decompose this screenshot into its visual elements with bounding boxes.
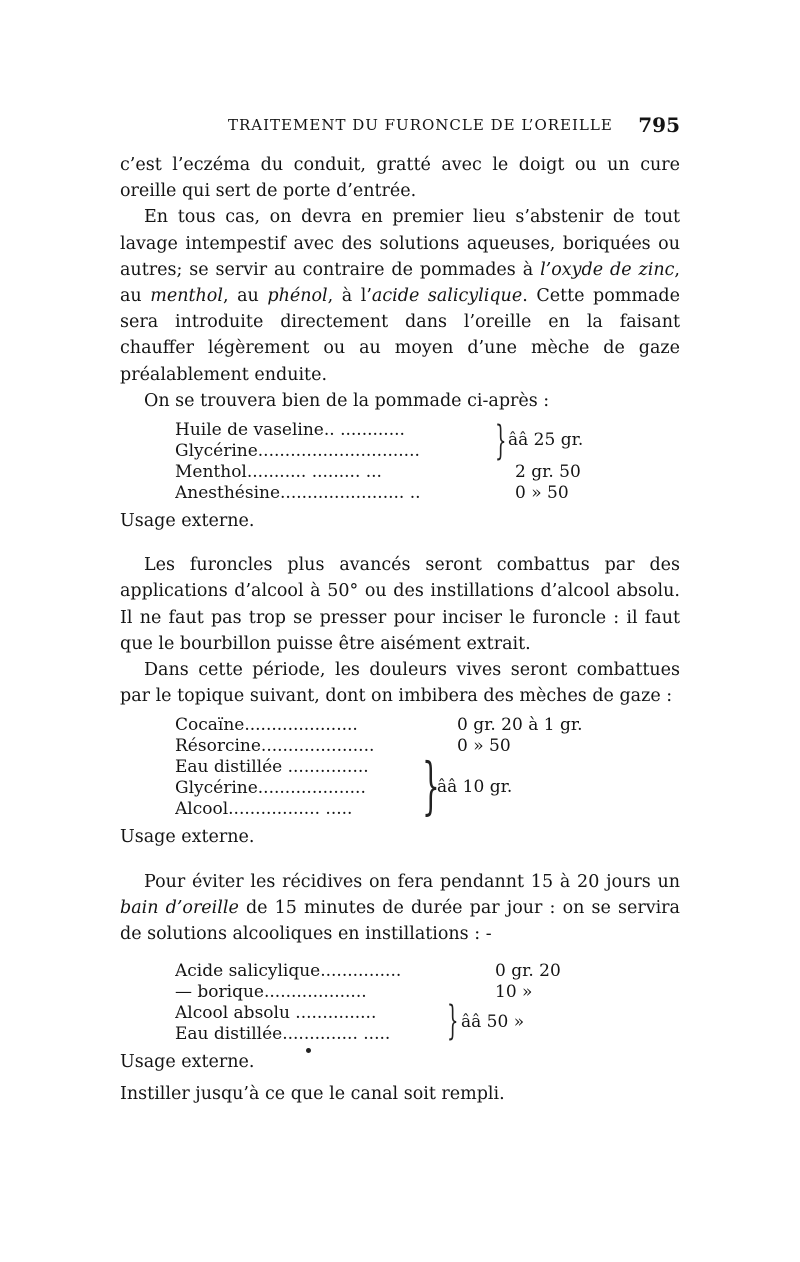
ingredient-dose: 0 gr. 20 <box>495 961 561 982</box>
group-dose: ââ 50 » <box>461 1012 525 1033</box>
text: , au <box>120 259 680 307</box>
recipe-item <box>175 982 680 1003</box>
usage-note: Usage externe. <box>120 511 255 532</box>
italic-term: phénol <box>267 286 328 307</box>
ingredient-dose: 10 » <box>495 982 533 1003</box>
text: En tous cas, on devra en premier lieu s’abstenir de tout lavage intempestif avec des solutions aqueuses, boriquées ou autres; se servir au contraire de pommades à <box>120 207 680 280</box>
recipe-1 <box>175 420 680 504</box>
paragraph-2 <box>120 204 680 387</box>
ingredient-dose: 0 » 50 <box>515 483 569 504</box>
printed-dot <box>306 1048 311 1053</box>
italic-term: acide salicylique <box>371 286 523 307</box>
running-header <box>120 113 680 140</box>
recipe-2 <box>175 715 680 823</box>
paragraph-4: Les furoncles plus avancés seront combattus par des applications d’alcool à 50° ou des instillations d’alcool absolu. Il ne faut pas trop se presser pour inciser le furoncle : il faut que le bourbillon puisse être aisément extrait. <box>120 555 680 654</box>
paragraph-1: c’est l’eczéma du conduit, gratté avec le doigt ou un cure oreille qui sert de porte d’entrée. <box>120 155 680 202</box>
italic-term: menthol <box>150 286 223 307</box>
recipe-item <box>175 961 680 982</box>
group-dose: ââ 10 gr. <box>437 777 513 798</box>
running-title: TRAITEMENT DU FURONCLE DE L’OREILLE <box>228 116 613 134</box>
ingredient-name: Menthol........... ......... ... <box>175 462 382 483</box>
italic-term: bain d’oreille <box>120 897 239 918</box>
ingredient-name: Anesthésine....................... .. <box>175 483 421 504</box>
ingredient-name: Glycérine.............................. <box>175 441 420 462</box>
recipe-item <box>175 715 680 736</box>
ingredient-name: Cocaïne..................... <box>175 715 358 736</box>
text: , à l’ <box>327 286 372 307</box>
text: . Cette pommade sera introduite directement dans l’oreille en la faisant chauffer légèrement ou au moyen d’une mèche de gaze préalablement enduite. <box>120 286 680 385</box>
ingredient-name: Huile de vaseline.. ............ <box>175 420 405 441</box>
ingredient-dose: 0 » 50 <box>457 736 511 757</box>
recipe-item <box>175 441 680 462</box>
usage-note: Usage externe. <box>120 827 255 848</box>
brace: } <box>422 749 440 823</box>
ingredient-name: Glycérine.................... <box>175 778 366 799</box>
ingredient-dose: 2 gr. 50 <box>515 462 581 483</box>
page-number: 795 <box>638 113 680 137</box>
recipe-item <box>175 462 680 483</box>
paragraph-7: Instiller jusqu’à ce que le canal soit rempli. <box>120 1084 505 1105</box>
recipe-item <box>175 483 680 504</box>
ingredient-name: Résorcine..................... <box>175 736 375 757</box>
paragraph-5: Dans cette période, les douleurs vives seront combattues par le topique suivant, dont on imbibera des mèches de gaze : <box>120 660 680 707</box>
paragraph-6 <box>120 869 680 948</box>
paragraph-3: On se trouvera bien de la pommade ci-après : <box>144 390 550 411</box>
ingredient-name: Eau distillée.............. ..... <box>175 1024 391 1045</box>
recipe-item <box>175 420 680 441</box>
usage-note: Usage externe. <box>120 1052 255 1073</box>
recipe-item <box>175 1003 680 1024</box>
ingredient-name: Eau distillée ............... <box>175 757 369 778</box>
ingredient-name: Alcool................. ..... <box>175 799 353 820</box>
text: de 15 minutes de durée par jour : on se servira de solutions alcooliques en instillations : - <box>120 897 680 945</box>
italic-term: l’oxyde de zinc <box>540 259 675 280</box>
group-dose: ââ 25 gr. <box>508 430 584 451</box>
ingredient-name: — borique................... <box>175 982 367 1003</box>
ingredient-name: Alcool absolu ............... <box>175 1003 377 1024</box>
page-body <box>120 152 680 1108</box>
ingredient-dose: 0 gr. 20 à 1 gr. <box>457 715 583 736</box>
text: Pour éviter les récidives on fera pendannt 15 à 20 jours un <box>144 871 680 892</box>
brace: } <box>495 418 507 465</box>
recipe-item <box>175 1024 680 1045</box>
recipe-3 <box>175 961 680 1045</box>
brace: } <box>447 998 459 1045</box>
ingredient-name: Acide salicylique............... <box>175 961 402 982</box>
text: , au <box>222 286 268 307</box>
